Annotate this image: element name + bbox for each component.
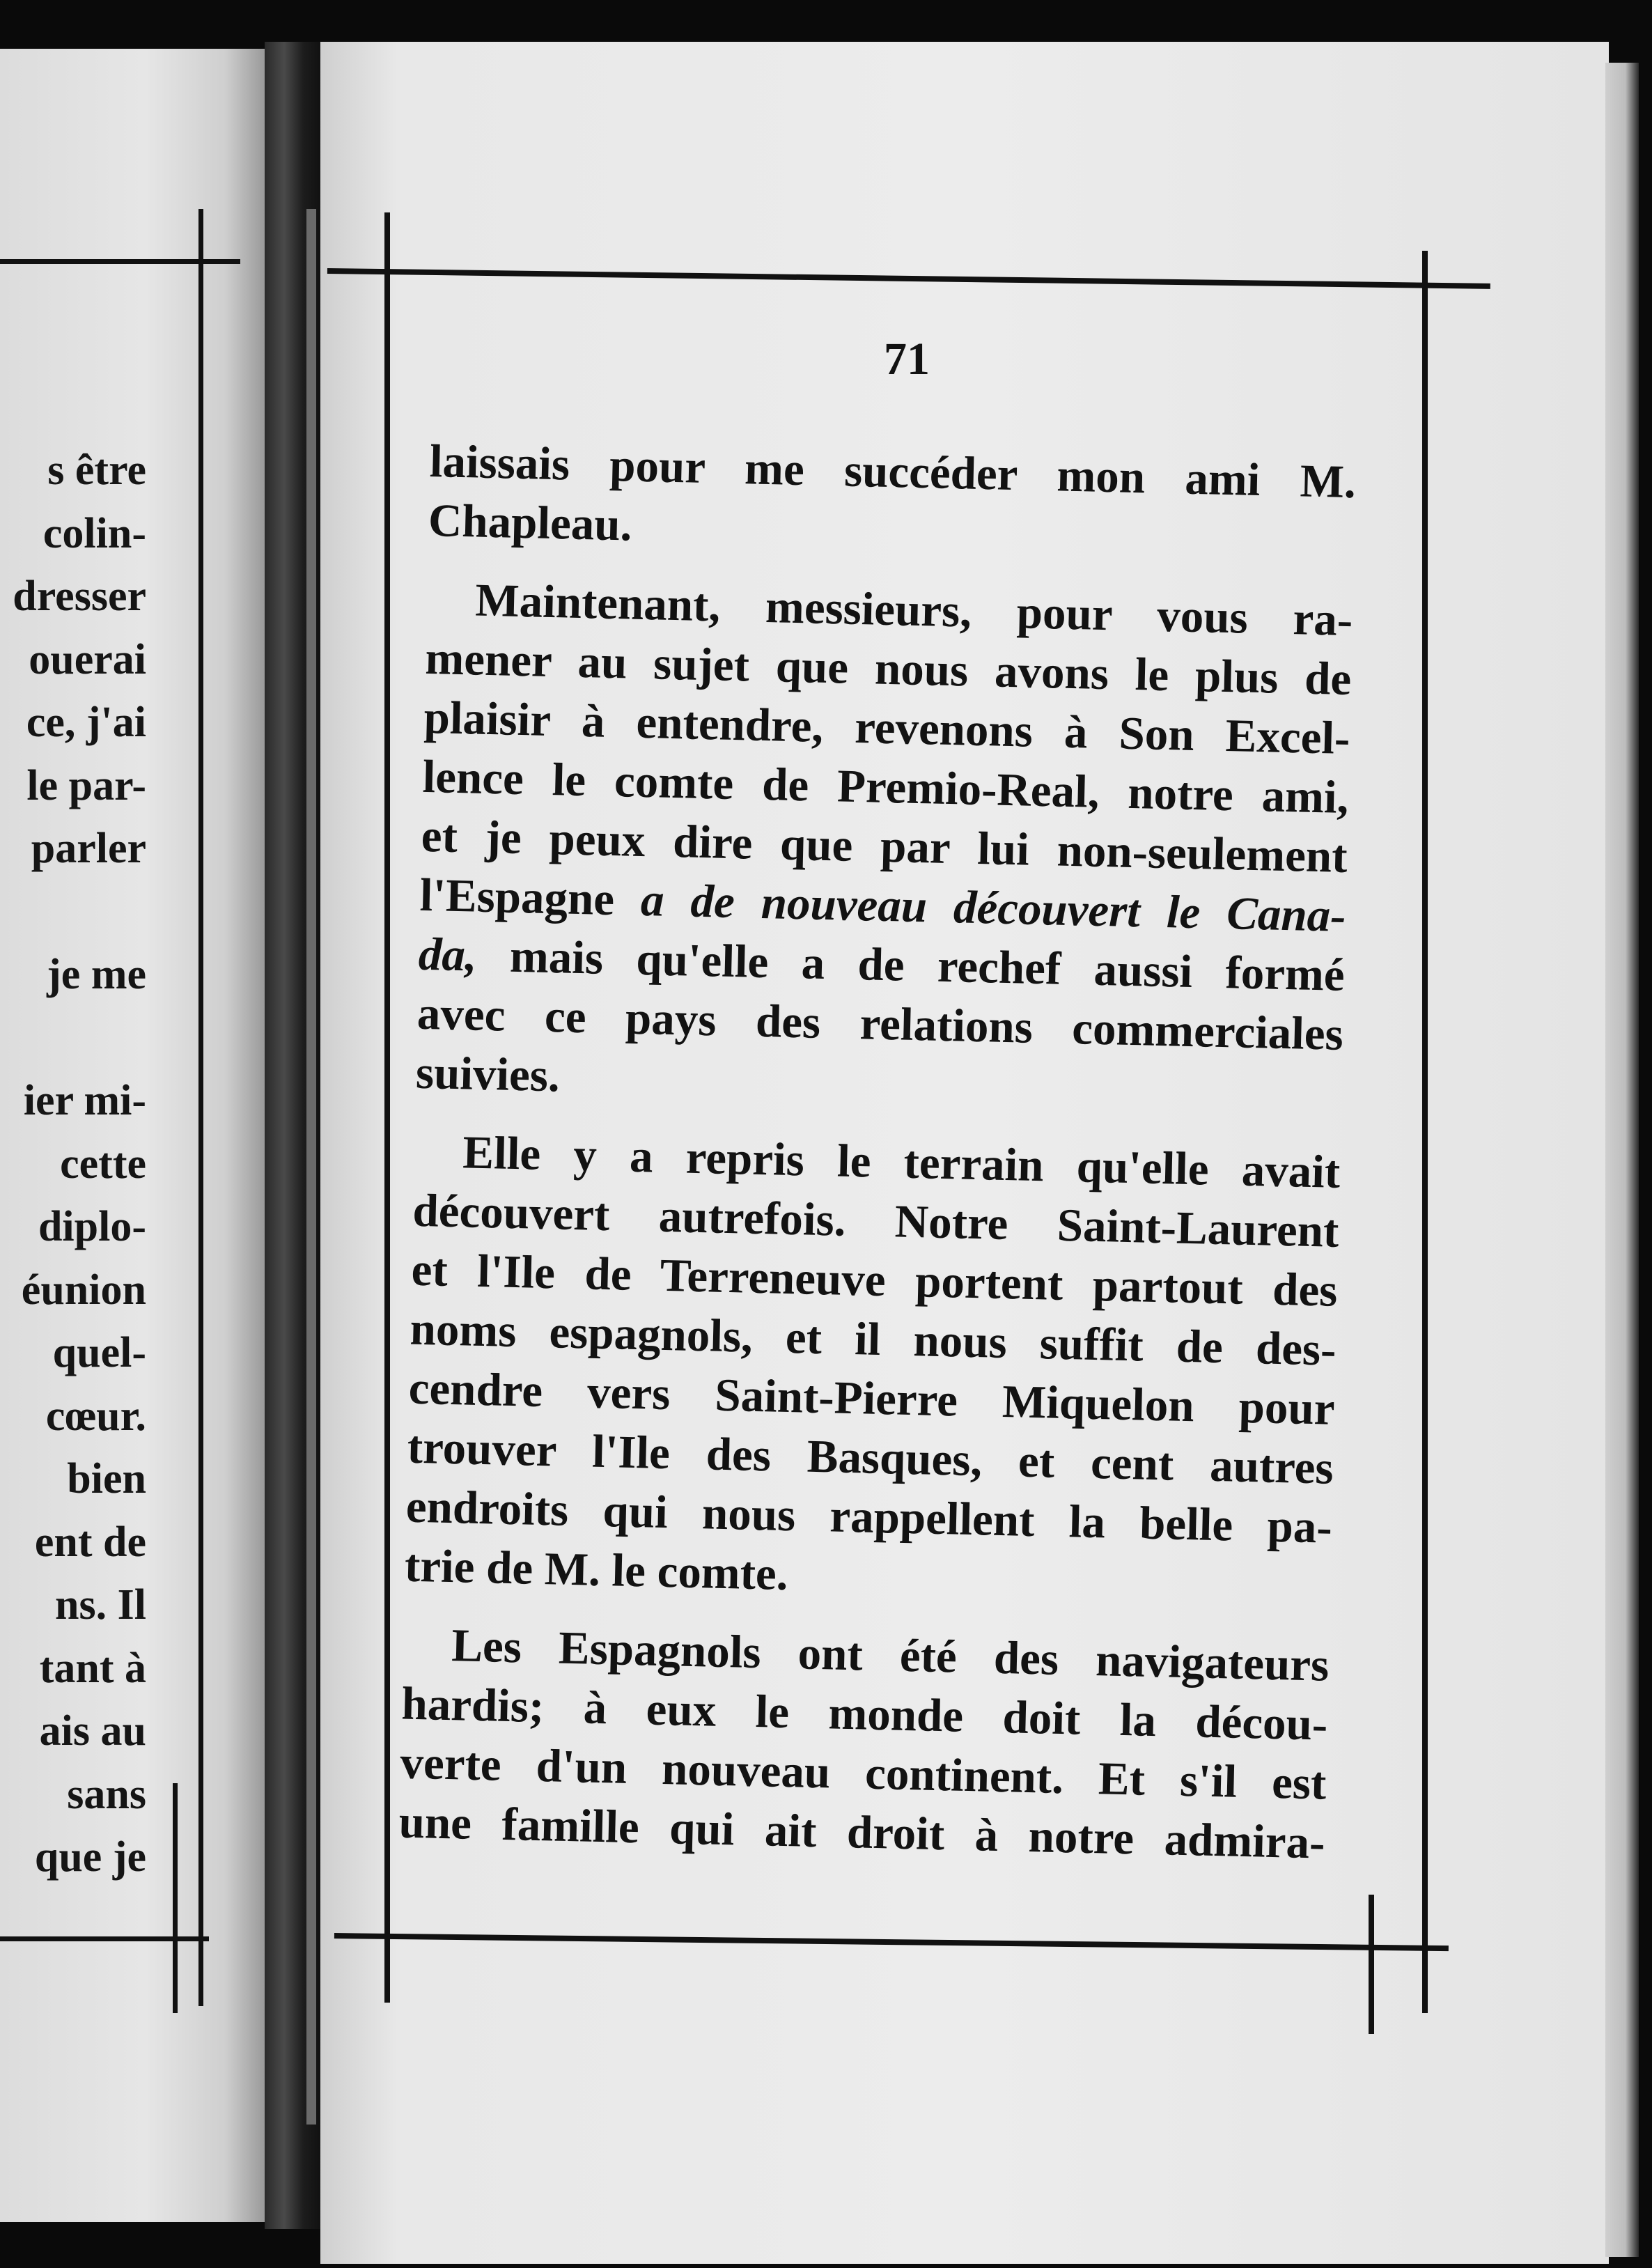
line-text: Elle y a repris le terrain qu'elle avait	[462, 1126, 1341, 1198]
page-edge	[1605, 63, 1639, 2257]
left-page-line: dresser	[13, 573, 146, 620]
line-text: découvert autrefois. Notre Saint-Laurent	[412, 1184, 1340, 1257]
left-bottom-rule	[0, 1936, 209, 1941]
line-text: trouver l'Ile des Basques, et cent autres	[407, 1421, 1334, 1494]
line-text: et l'Ile de Terreneuve portent partout des	[410, 1243, 1339, 1316]
left-page-line: quel-	[52, 1329, 146, 1376]
line-text: avec ce pays des relations commerciales	[416, 987, 1344, 1060]
line-text: mais qu'elle a de rechef aussi formé	[476, 929, 1346, 1001]
paragraph	[428, 432, 1357, 571]
body-text	[398, 432, 1357, 1873]
left-page-line: ouerai	[29, 635, 146, 683]
paragraph	[415, 570, 1353, 1124]
line-text: hardis; à eux le monde doit la décou-	[400, 1677, 1329, 1750]
left-page-line: s être	[47, 446, 146, 494]
left-page-line: que je	[34, 1833, 146, 1881]
paragraph	[404, 1122, 1341, 1617]
right-frame-rule	[1422, 251, 1428, 2013]
line-text: plaisir à entendre, revenons à Son Excel-	[423, 691, 1351, 765]
left-page-line: ent de	[34, 1518, 146, 1566]
gutter-edge	[306, 209, 316, 2125]
left-page-line: diplo-	[38, 1203, 146, 1250]
line-text: trie de M. le comte.	[404, 1539, 789, 1601]
line-text: noms espagnols, et il nous suffit de des-	[409, 1303, 1337, 1376]
line-text: lence le comte de Premio-Real, notre ami,	[421, 750, 1350, 824]
bottom-right-tick	[1369, 1895, 1374, 2034]
left-page-line	[0, 880, 146, 944]
left-page-line: le par-	[26, 761, 146, 809]
line-text: Maintenant, messieurs, pour vous ra-	[474, 574, 1354, 646]
left-top-rule	[0, 259, 240, 264]
left-page-line: bien	[67, 1455, 146, 1502]
left-page-line: colin-	[42, 509, 146, 557]
left-page-line: ce, j'ai	[26, 699, 146, 746]
left-vertical-rule	[198, 209, 203, 2006]
line-text: Les Espagnols ont été des navigateurs	[451, 1620, 1330, 1691]
line-text: et je peux dire que par lui non-seulement	[421, 809, 1348, 883]
line-text: laissais pour me succéder mon ami M.	[429, 435, 1357, 508]
italic-text: a de nouveau découvert le Cana-	[640, 874, 1347, 942]
left-page-line: tant à	[39, 1644, 146, 1692]
left-frame-rule	[384, 212, 390, 2003]
left-page-line: éunion	[21, 1266, 146, 1314]
line-text: suivies.	[415, 1046, 561, 1102]
left-page	[0, 49, 265, 2222]
left-page-line: ier mi-	[23, 1077, 146, 1124]
left-page-line: je me	[47, 951, 146, 998]
left-page-line: cette	[60, 1140, 146, 1188]
italic-text: da,	[418, 928, 478, 981]
line-text: l'Espagne	[419, 869, 641, 926]
line-text: Chapleau.	[428, 494, 633, 551]
line-text: cendre vers Saint-Pierre Miquelon pour	[408, 1362, 1336, 1435]
left-page-text	[0, 439, 146, 1889]
left-page-line: cœur.	[45, 1392, 146, 1440]
paragraph	[398, 1615, 1330, 1873]
left-page-line: ns. Il	[55, 1581, 146, 1629]
line-text: une famille qui ait droit à notre admira-	[398, 1796, 1326, 1869]
line-text: mener au sujet que nous avons le plus de	[424, 632, 1353, 706]
left-page-line: ais au	[39, 1707, 146, 1755]
left-vertical-rule-inner	[173, 1783, 178, 2013]
line-text: verte d'un nouveau continent. Et s'il est	[399, 1737, 1327, 1810]
line-text: endroits qui nous rappellent la belle pa-	[405, 1480, 1333, 1553]
left-page-line: sans	[67, 1770, 146, 1818]
left-page-line	[0, 1007, 146, 1070]
page-number: 71	[884, 334, 930, 385]
left-page-line: parler	[31, 825, 146, 872]
